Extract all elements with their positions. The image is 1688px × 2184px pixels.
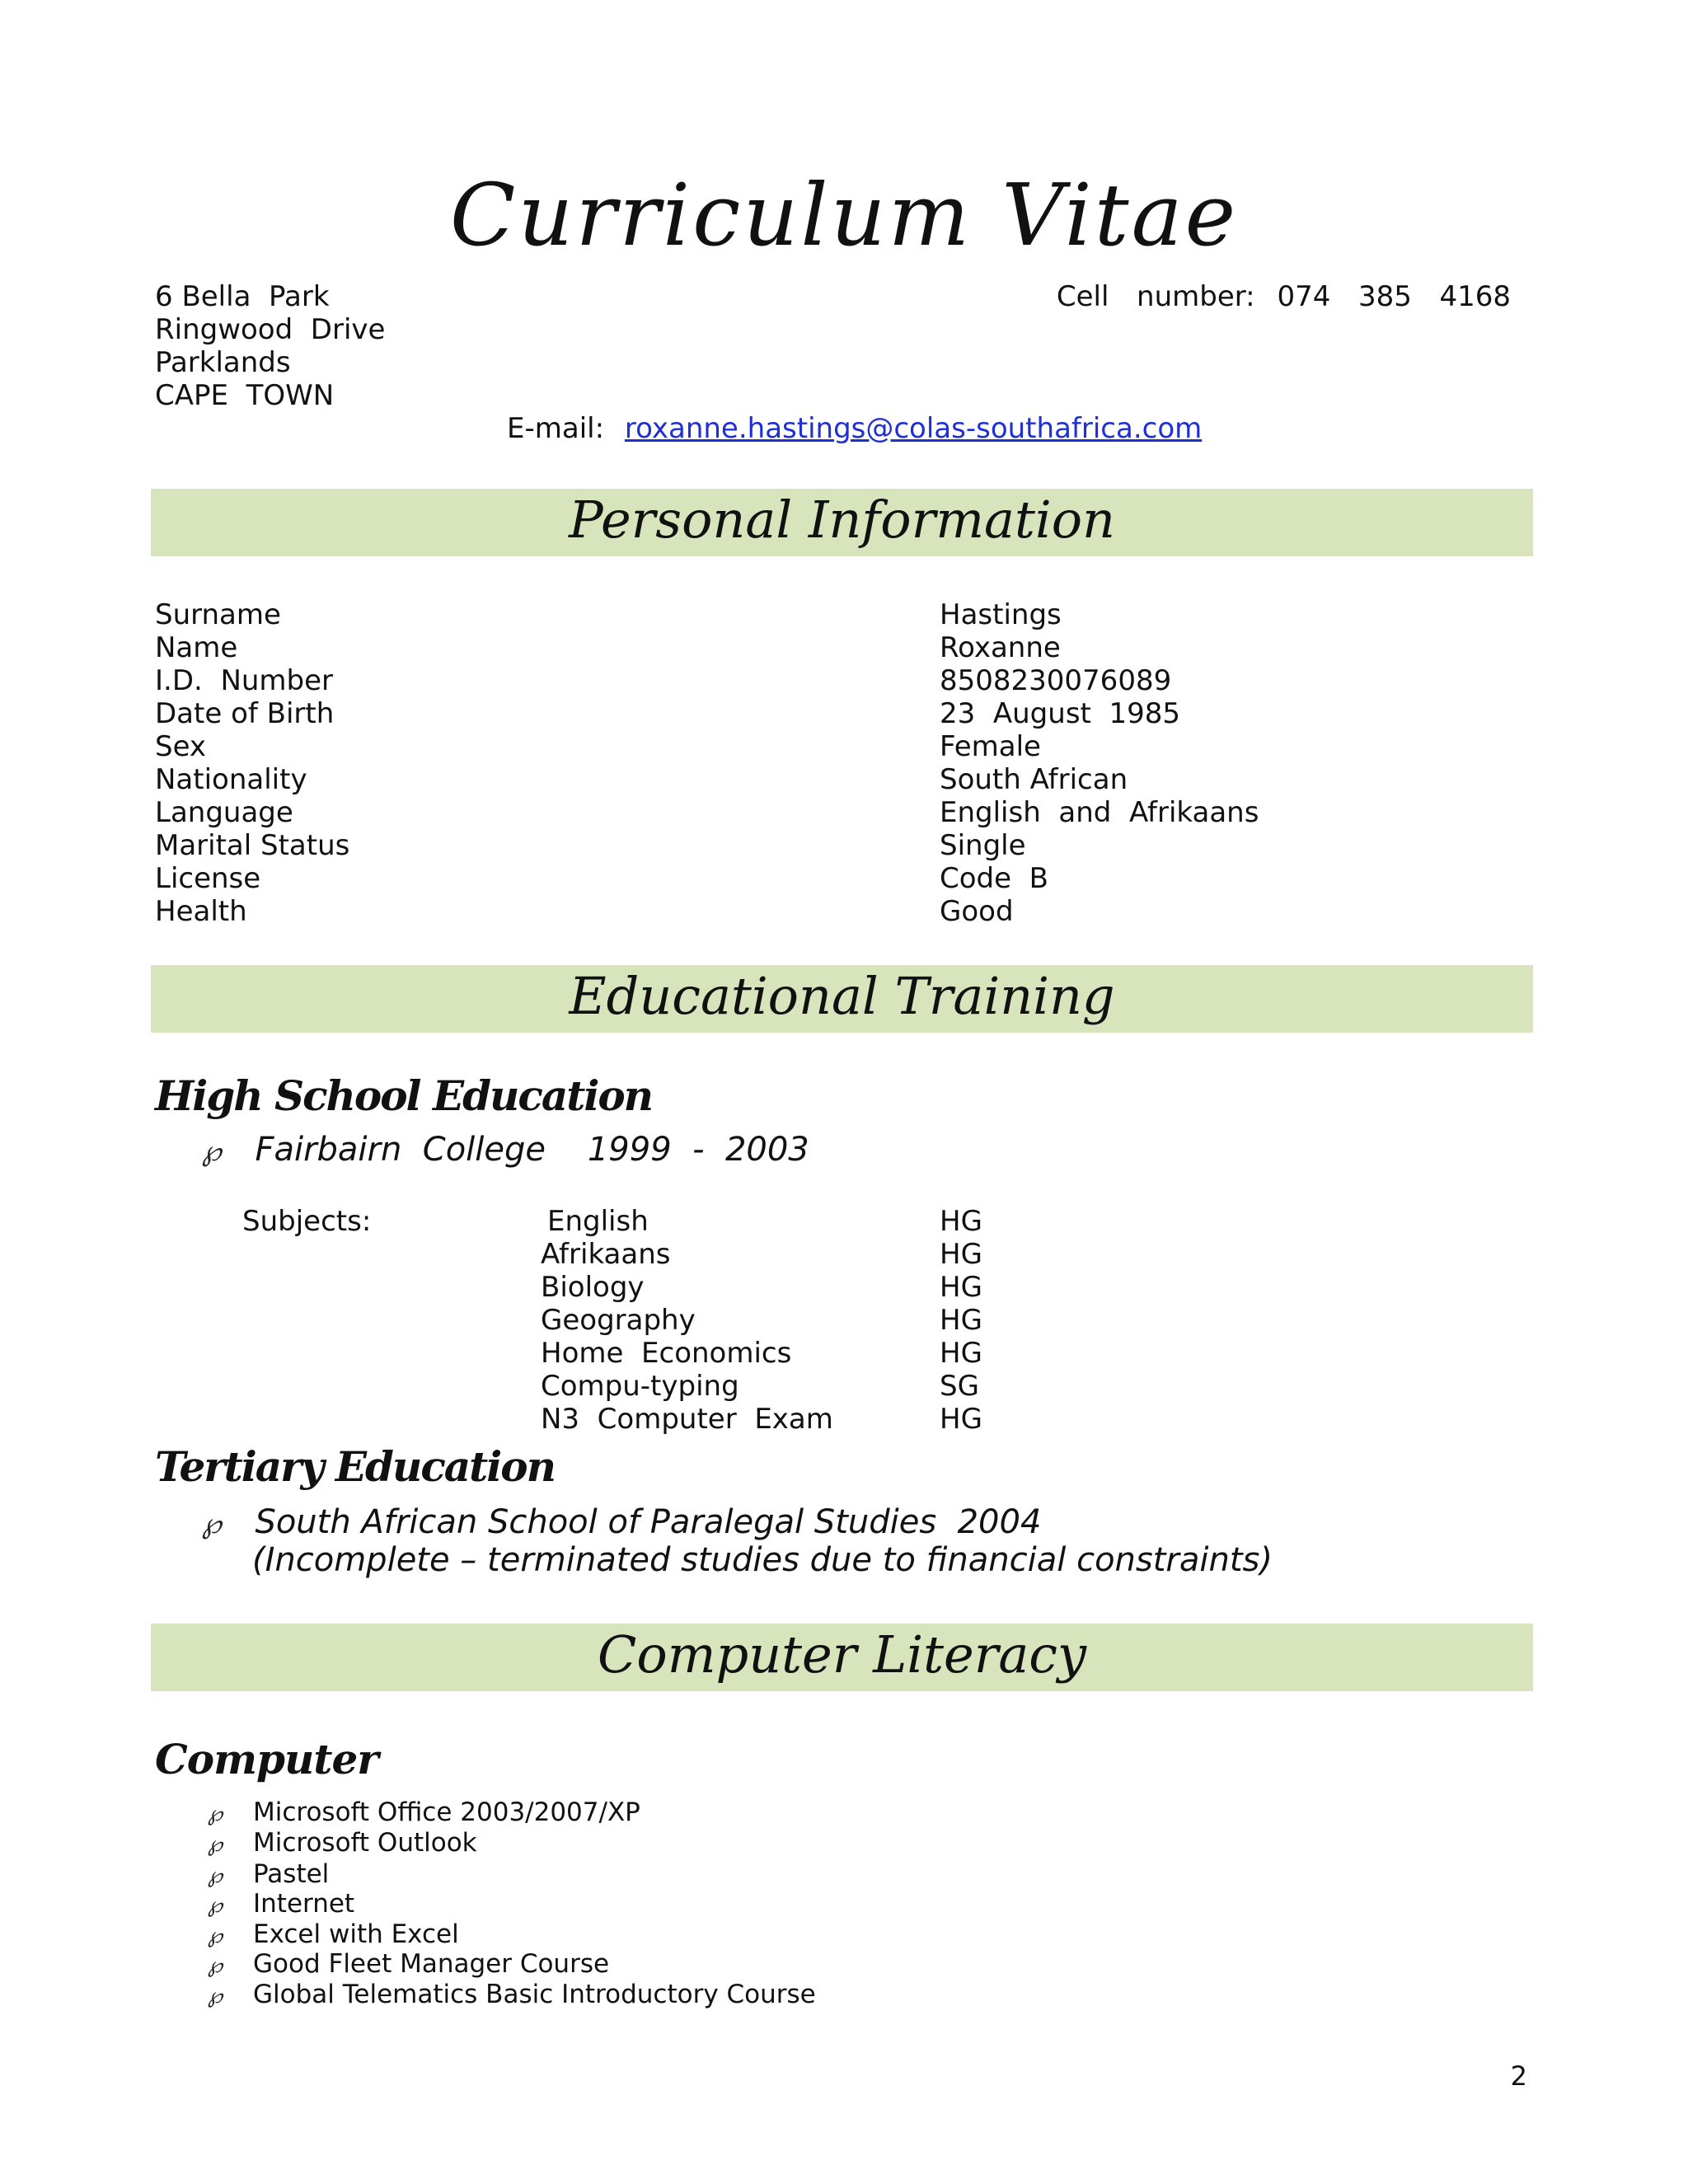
- field-value: Female: [940, 730, 1041, 763]
- script-p-bullet-icon: ℘: [208, 1863, 223, 1888]
- field-value: Single: [940, 829, 1026, 862]
- cell-number: [1057, 280, 1511, 313]
- subject-grade: HG: [940, 1337, 982, 1370]
- high-school-item: [202, 1131, 809, 1169]
- tertiary-institution: South African School of Paralegal Studies 2004: [255, 1503, 1042, 1541]
- address-block: [155, 280, 385, 412]
- subject-name: Geography: [541, 1304, 696, 1337]
- field-label: License: [155, 862, 261, 895]
- field-value: Code B: [940, 862, 1048, 895]
- script-p-bullet-icon: ℘: [208, 1893, 223, 1918]
- subject-name: N3 Computer Exam: [541, 1403, 833, 1436]
- field-value: Good: [940, 895, 1014, 928]
- school-name: Fairbairn College 1999 - 2003: [255, 1131, 809, 1169]
- subject-grade: SG: [940, 1370, 979, 1403]
- address-line: 6 Bella Park: [155, 280, 330, 313]
- field-label: I.D. Number: [155, 664, 334, 697]
- tertiary-note: (Incomplete – terminated studies due to financial constraints): [252, 1541, 1273, 1579]
- subject-name: Afrikaans: [541, 1238, 671, 1271]
- field-label: Sex: [155, 730, 207, 763]
- subject-name: Biology: [541, 1271, 645, 1304]
- computer-heading: Computer: [155, 1735, 378, 1783]
- address-line: Parklands: [155, 346, 291, 379]
- field-value: English and Afrikaans: [940, 796, 1259, 829]
- list-item: ℘ Microsoft Office 2003/2007/XP: [208, 1797, 640, 1827]
- field-label: Surname: [155, 598, 281, 631]
- email-line: [507, 412, 1202, 445]
- section-heading-education: Educational Training: [569, 966, 1115, 1026]
- field-value: South African: [940, 763, 1128, 796]
- subject-grade: HG: [940, 1271, 982, 1304]
- field-value: Hastings: [940, 598, 1062, 631]
- subject-grade: HG: [940, 1205, 982, 1238]
- section-heading-personal: Personal Information: [569, 490, 1115, 550]
- subject-name: English: [547, 1205, 649, 1238]
- field-value: 23 August 1985: [940, 697, 1181, 730]
- subject-name: Home Economics: [541, 1337, 792, 1370]
- subject-grade: HG: [940, 1304, 982, 1337]
- grades-list: [940, 1205, 982, 1436]
- field-value: Roxanne: [940, 631, 1061, 664]
- cell-value: 074 385 4168: [1277, 280, 1511, 313]
- subject-grade: HG: [940, 1403, 982, 1436]
- subject-grade: HG: [940, 1238, 982, 1271]
- script-p-bullet-icon: ℘: [202, 1135, 222, 1168]
- email-link[interactable]: roxanne.hastings@colas-southafrica.com: [624, 412, 1203, 445]
- list-item: ℘ Pastel: [208, 1858, 330, 1889]
- script-p-bullet-icon: ℘: [208, 1953, 223, 1978]
- computer-skills-list: [208, 1797, 816, 2009]
- list-item: ℘ Good Fleet Manager Course: [208, 1949, 610, 1979]
- subjects-label: Subjects:: [242, 1205, 372, 1238]
- personal-values: [940, 598, 1259, 928]
- tertiary-item: [202, 1503, 1041, 1541]
- field-label: Name: [155, 631, 238, 664]
- script-p-bullet-icon: ℘: [208, 1983, 223, 2008]
- list-item: ℘ Internet: [208, 1889, 355, 1919]
- list-item: ℘ Excel with Excel: [208, 1919, 459, 1949]
- field-label: Health: [155, 895, 247, 928]
- address-line: CAPE TOWN: [155, 379, 335, 412]
- page-number: 2: [1510, 2060, 1527, 2092]
- script-p-bullet-icon: ℘: [208, 1923, 223, 1948]
- field-value: 8508230076089: [940, 664, 1172, 697]
- address-line: Ringwood Drive: [155, 313, 386, 346]
- field-label: Language: [155, 796, 293, 829]
- list-item: ℘ Microsoft Outlook: [208, 1827, 477, 1858]
- field-label: Marital Status: [155, 829, 350, 862]
- subject-name: Compu-typing: [541, 1370, 739, 1403]
- script-p-bullet-icon: ℘: [208, 1802, 223, 1826]
- document-title: Curriculum Vitae: [449, 165, 1239, 265]
- tertiary-heading: Tertiary Education: [155, 1442, 555, 1491]
- subjects-list: [541, 1205, 833, 1436]
- field-label: Nationality: [155, 763, 307, 796]
- personal-labels: [155, 598, 349, 928]
- section-heading-computer: Computer Literacy: [597, 1624, 1087, 1685]
- list-item: ℘ Global Telematics Basic Introductory Course: [208, 1979, 816, 2009]
- cell-label: Cell number:: [1056, 280, 1255, 313]
- script-p-bullet-icon: ℘: [208, 1831, 223, 1857]
- email-label: E-mail:: [507, 412, 605, 445]
- script-p-bullet-icon: ℘: [202, 1507, 222, 1540]
- field-label: Date of Birth: [155, 697, 335, 730]
- high-school-heading: High School Education: [155, 1071, 653, 1120]
